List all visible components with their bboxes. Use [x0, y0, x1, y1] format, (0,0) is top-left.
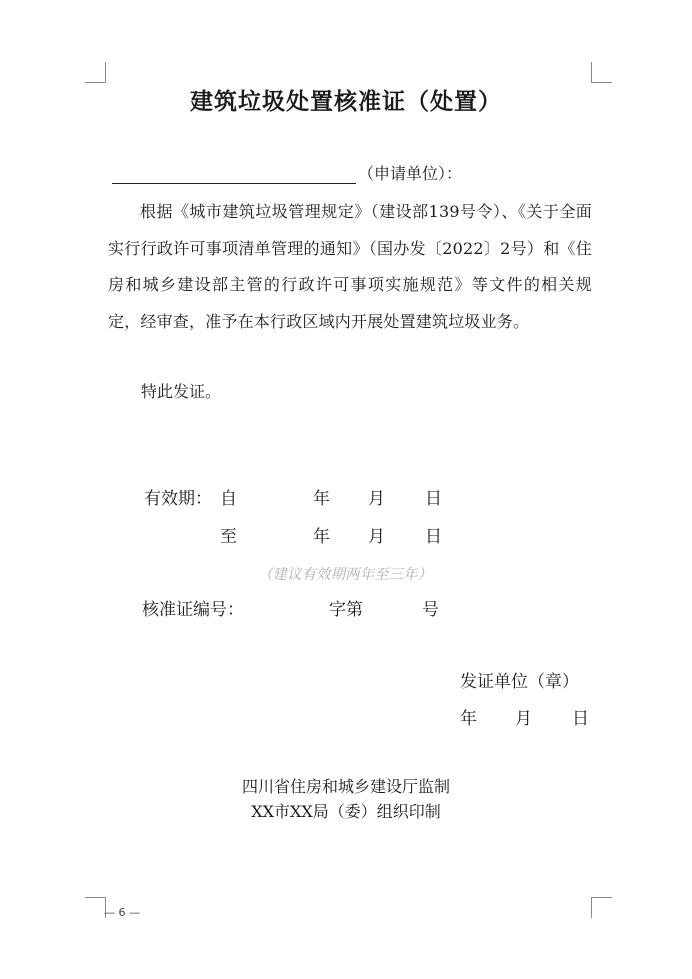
- validity-to: 至: [220, 527, 237, 547]
- corner-mark-bottom-left: [85, 897, 106, 918]
- validity-label: 有效期：: [144, 489, 212, 509]
- issuer-month: 月: [515, 709, 532, 729]
- issuer-day: 日: [572, 709, 589, 729]
- validity-to-month: 月: [368, 527, 385, 547]
- page-number: — 6 —: [104, 906, 140, 919]
- validity-to-day: 日: [425, 527, 442, 547]
- corner-mark-top-right: [591, 62, 612, 83]
- validity-to-year: 年: [313, 527, 330, 547]
- issuer-label: 发证单位（章）: [460, 672, 579, 692]
- permit-number-label: 核准证编号：: [142, 600, 244, 620]
- applicant-line: [112, 160, 462, 184]
- corner-mark-bottom-right: [591, 897, 612, 918]
- permit-number-hao: 号: [422, 600, 439, 620]
- validity-note: （建议有效期两年至三年）: [258, 567, 432, 583]
- footer-supervisor: 四川省住房和城乡建设厅监制: [241, 777, 450, 796]
- validity-from: 自: [220, 489, 237, 509]
- validity-from-year: 年: [313, 489, 330, 509]
- issuer-year: 年: [460, 709, 477, 729]
- document-title: 建筑垃圾处置核准证（处置）: [190, 88, 502, 115]
- special-notice: 特此发证。: [141, 382, 222, 401]
- validity-from-day: 日: [425, 489, 442, 509]
- validity-from-month: 月: [368, 489, 385, 509]
- corner-mark-top-left: [85, 62, 106, 83]
- footer-printer: XX市XX局（委）组织印制: [251, 802, 441, 821]
- permit-number-zi: 字第: [329, 600, 363, 620]
- applicant-blank: [112, 163, 356, 184]
- applicant-label: （申请单位）：: [358, 164, 463, 183]
- body-paragraph: 根据《城市建筑垃圾管理规定》（建设部139号令）、《关于全面实行行政许可事项清单管理的通知》（国办发〔2022〕2号）和《住房和城乡建设部主管的行政许可事项实施规范》等文件的相关规定，经审查，准予在本行政区域内开展处置建筑垃圾业务。: [108, 202, 592, 331]
